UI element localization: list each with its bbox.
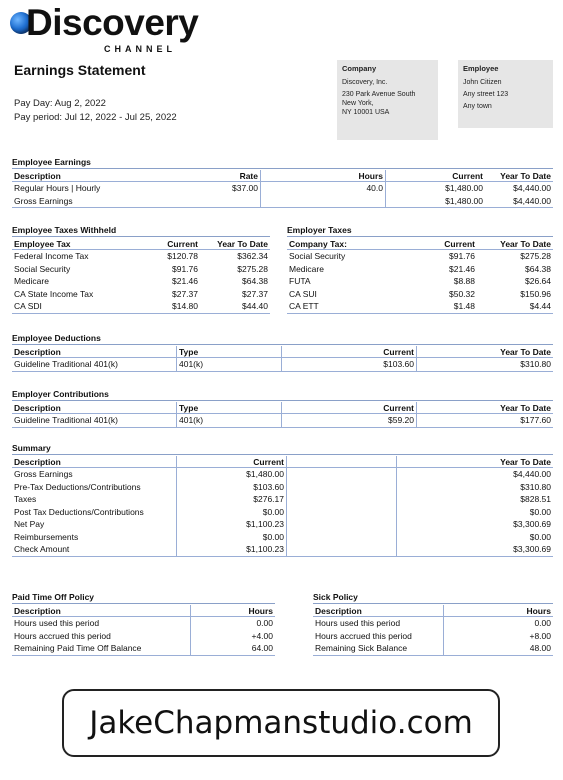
col-employee-tax: Employee Tax <box>12 238 136 250</box>
cell-description: Regular Hours | Hourly <box>14 183 101 194</box>
company-address-line3: NY 10001 USA <box>342 109 390 116</box>
cell-current: $21.46 <box>172 276 198 287</box>
earnings-table <box>12 170 553 208</box>
cell-ytd: $310.80 <box>417 358 554 372</box>
sick-table <box>313 605 553 656</box>
section-title: Employer Contributions <box>12 389 553 401</box>
col-rate: Rate <box>176 170 261 182</box>
table-header-row <box>12 238 270 250</box>
cell-ytd: $177.60 <box>417 414 554 428</box>
cell-hours <box>261 195 386 208</box>
col-ytd: Year To Date <box>485 170 553 182</box>
cell-type: 401(k) <box>177 414 282 428</box>
col-spacer <box>287 456 397 468</box>
cell-ytd: $4,440.00 <box>485 195 553 208</box>
table-row <box>287 275 553 288</box>
summary-table <box>12 456 553 557</box>
table-row <box>12 481 553 494</box>
cell-tax: Federal Income Tax <box>14 251 89 262</box>
cell-tax: Medicare <box>14 276 49 287</box>
cell-ytd: $0.00 <box>397 506 554 519</box>
col-current: Current <box>386 170 486 182</box>
cell-description: Post Tax Deductions/Contributions <box>14 506 144 517</box>
page-title: Earnings Statement <box>14 62 146 78</box>
cell-hours: 0.00 <box>191 617 276 630</box>
col-current: Current <box>282 346 417 358</box>
employee-town: Any town <box>463 103 492 110</box>
table-row <box>287 250 553 263</box>
cell-description: Guideline Traditional 401(k) <box>12 414 177 428</box>
cell-tax: Social Security <box>289 251 346 262</box>
table-row <box>12 493 553 506</box>
cell-description: Check Amount <box>12 543 177 556</box>
col-current: Current <box>177 456 287 468</box>
employee-street: Any street 123 <box>463 91 509 98</box>
cell-ytd: $275.28 <box>237 263 268 274</box>
cell-description: Remaining Paid Time Off Balance <box>12 642 191 655</box>
col-ytd: Year To Date <box>477 238 553 250</box>
cell-current: $91.76 <box>449 251 475 262</box>
table-row <box>12 358 553 372</box>
table-row <box>12 642 275 655</box>
table-row <box>12 518 553 531</box>
col-description: Description <box>12 605 191 617</box>
table-row <box>12 543 553 556</box>
col-current: Current <box>413 238 477 250</box>
table-row <box>12 506 553 519</box>
table-row <box>12 263 270 276</box>
cell-spacer <box>287 531 397 544</box>
section-title: Employer Taxes <box>287 225 553 237</box>
cell-ytd: $44.40 <box>200 300 270 313</box>
cell-current: $103.60 <box>177 481 287 494</box>
col-description: Description <box>12 346 177 358</box>
cell-hours: 64.00 <box>191 642 276 655</box>
section-title: Paid Time Off Policy <box>12 592 275 604</box>
cell-ytd: $3,300.69 <box>397 518 554 531</box>
table-row <box>12 275 270 288</box>
table-row <box>287 288 553 301</box>
cell-current: $1,480.00 <box>177 468 287 481</box>
cell-tax: FUTA <box>289 276 311 287</box>
table-header-row <box>12 456 553 468</box>
cell-ytd: $4.44 <box>477 300 553 313</box>
cell-hours: 40.0 <box>261 182 386 195</box>
col-type: Type <box>177 402 282 414</box>
employer-taxes-section <box>287 225 553 314</box>
employee-heading: Employee <box>463 64 499 73</box>
cell-ytd: $3,300.69 <box>397 543 554 556</box>
cell-spacer <box>287 506 397 519</box>
cell-description: Guideline Traditional 401(k) <box>12 358 177 372</box>
cell-tax: CA ETT <box>287 300 413 313</box>
cell-description: Hours accrued this period <box>14 630 111 641</box>
cell-current: $1,480.00 <box>386 195 486 208</box>
section-title: Employee Deductions <box>12 333 553 345</box>
cell-hours: +8.00 <box>444 630 554 643</box>
table-row <box>12 250 270 263</box>
cell-spacer <box>287 493 397 506</box>
cell-ytd: $0.00 <box>397 531 554 544</box>
table-row <box>313 642 553 655</box>
col-ytd: Year To Date <box>200 238 270 250</box>
table-row <box>313 617 553 630</box>
contributions-table <box>12 402 553 428</box>
col-description: Description <box>313 605 444 617</box>
cell-tax: CA SDI <box>12 300 136 313</box>
employee-earnings-section <box>12 157 553 208</box>
col-description: Description <box>12 402 177 414</box>
table-row <box>287 263 553 276</box>
cell-ytd: $64.38 <box>525 263 551 274</box>
cell-tax: CA State Income Tax <box>14 288 94 299</box>
employer-contributions-section <box>12 389 553 428</box>
cell-description: Gross Earnings <box>12 195 176 208</box>
table-row <box>12 182 553 195</box>
table-row <box>12 195 553 208</box>
cell-current: $0.00 <box>177 506 287 519</box>
cell-current: $59.20 <box>282 414 417 428</box>
employer-taxes-table <box>287 238 553 314</box>
cell-ytd: $4,440.00 <box>513 183 551 194</box>
col-ytd: Year To Date <box>417 346 554 358</box>
col-hours: Hours <box>444 605 554 617</box>
cell-description: Net Pay <box>14 519 45 530</box>
table-row <box>313 630 553 643</box>
pto-policy-section <box>12 592 275 656</box>
col-hours: Hours <box>191 605 276 617</box>
cell-current: $1.48 <box>413 300 477 313</box>
table-row <box>12 288 270 301</box>
col-current: Current <box>136 238 200 250</box>
company-address-line2: New York, <box>342 100 374 107</box>
col-ytd: Year To Date <box>417 402 554 414</box>
cell-description: Hours used this period <box>14 618 100 629</box>
section-title: Sick Policy <box>313 592 553 604</box>
cell-current: $8.88 <box>453 276 475 287</box>
cell-spacer <box>287 468 397 481</box>
col-description: Description <box>12 456 177 468</box>
cell-current: $14.80 <box>136 300 200 313</box>
col-ytd: Year To Date <box>397 456 554 468</box>
table-row <box>12 617 275 630</box>
company-heading: Company <box>342 64 377 73</box>
cell-ytd: $828.51 <box>397 493 554 506</box>
cell-current: $1,100.23 <box>177 543 287 556</box>
col-description: Description <box>12 170 176 182</box>
employee-name: John Citizen <box>463 79 502 86</box>
cell-hours: +4.00 <box>191 630 276 643</box>
employee-taxes-table <box>12 238 270 314</box>
watermark-banner: JakeChapmanstudio.com <box>62 689 500 757</box>
table-header-row <box>12 346 553 358</box>
table-row <box>12 300 270 313</box>
cell-tax: Medicare <box>289 263 324 274</box>
cell-ytd: $150.96 <box>520 288 551 299</box>
table-row <box>12 531 553 544</box>
cell-current: $103.60 <box>282 358 417 372</box>
cell-ytd: $362.34 <box>237 251 268 262</box>
logo-wordmark: Discovery <box>26 2 199 43</box>
table-header-row <box>12 402 553 414</box>
table-header-row <box>313 605 553 617</box>
table-row <box>12 630 275 643</box>
company-name: Discovery, Inc. <box>342 79 388 86</box>
table-row <box>12 468 553 481</box>
cell-description: Remaining Sick Balance <box>313 642 444 655</box>
company-address-line1: 230 Park Avenue South <box>342 91 416 98</box>
cell-description: Hours used this period <box>315 618 401 629</box>
cell-description: Pre-Tax Deductions/Contributions <box>14 481 141 492</box>
cell-type: 401(k) <box>177 358 282 372</box>
cell-current: $0.00 <box>177 531 287 544</box>
employee-deductions-section <box>12 333 553 372</box>
cell-ytd: $64.38 <box>242 276 268 287</box>
cell-description: Hours accrued this period <box>315 630 412 641</box>
section-title: Employee Taxes Withheld <box>12 225 270 237</box>
cell-current: $1,480.00 <box>386 182 486 195</box>
table-header-row <box>12 170 553 182</box>
cell-rate: $37.00 <box>232 183 258 194</box>
table-header-row <box>287 238 553 250</box>
cell-ytd: $26.64 <box>525 276 551 287</box>
col-type: Type <box>177 346 282 358</box>
col-hours: Hours <box>261 170 386 182</box>
deductions-table <box>12 346 553 372</box>
pto-table <box>12 605 275 656</box>
table-row <box>12 414 553 428</box>
col-company-tax: Company Tax: <box>287 238 413 250</box>
cell-description: Taxes <box>14 494 37 505</box>
section-title: Employee Earnings <box>12 157 553 169</box>
logo-subtitle: CHANNEL <box>104 44 176 54</box>
table-row <box>287 300 553 313</box>
cell-current: $21.46 <box>449 263 475 274</box>
cell-current: $27.37 <box>172 288 198 299</box>
cell-hours: 0.00 <box>444 617 554 630</box>
table-header-row <box>12 605 275 617</box>
cell-rate <box>176 195 261 208</box>
employee-taxes-section <box>12 225 270 314</box>
pay-period: Pay period: Jul 12, 2022 - Jul 25, 2022 <box>14 112 177 123</box>
cell-description: Reimbursements <box>14 531 79 542</box>
employee-info-box <box>458 60 553 128</box>
cell-current: $1,100.23 <box>177 518 287 531</box>
cell-ytd: $275.28 <box>520 251 551 262</box>
cell-current: $120.78 <box>167 251 198 262</box>
sick-policy-section <box>313 592 553 656</box>
cell-ytd: $4,440.00 <box>397 468 554 481</box>
cell-spacer <box>287 481 397 494</box>
cell-tax: Social Security <box>14 263 71 274</box>
cell-spacer <box>287 518 397 531</box>
discovery-channel-logo <box>8 2 218 56</box>
cell-ytd: $310.80 <box>397 481 554 494</box>
summary-section <box>12 443 553 557</box>
cell-tax: CA SUI <box>289 288 317 299</box>
cell-ytd: $27.37 <box>242 288 268 299</box>
cell-current: $91.76 <box>172 263 198 274</box>
pay-day: Pay Day: Aug 2, 2022 <box>14 98 106 109</box>
col-current: Current <box>282 402 417 414</box>
cell-hours: 48.00 <box>444 642 554 655</box>
cell-spacer <box>287 543 397 556</box>
cell-current: $50.32 <box>449 288 475 299</box>
section-title: Summary <box>12 443 553 455</box>
cell-description: Gross Earnings <box>14 469 73 480</box>
company-info-box <box>337 60 438 140</box>
cell-current: $276.17 <box>177 493 287 506</box>
